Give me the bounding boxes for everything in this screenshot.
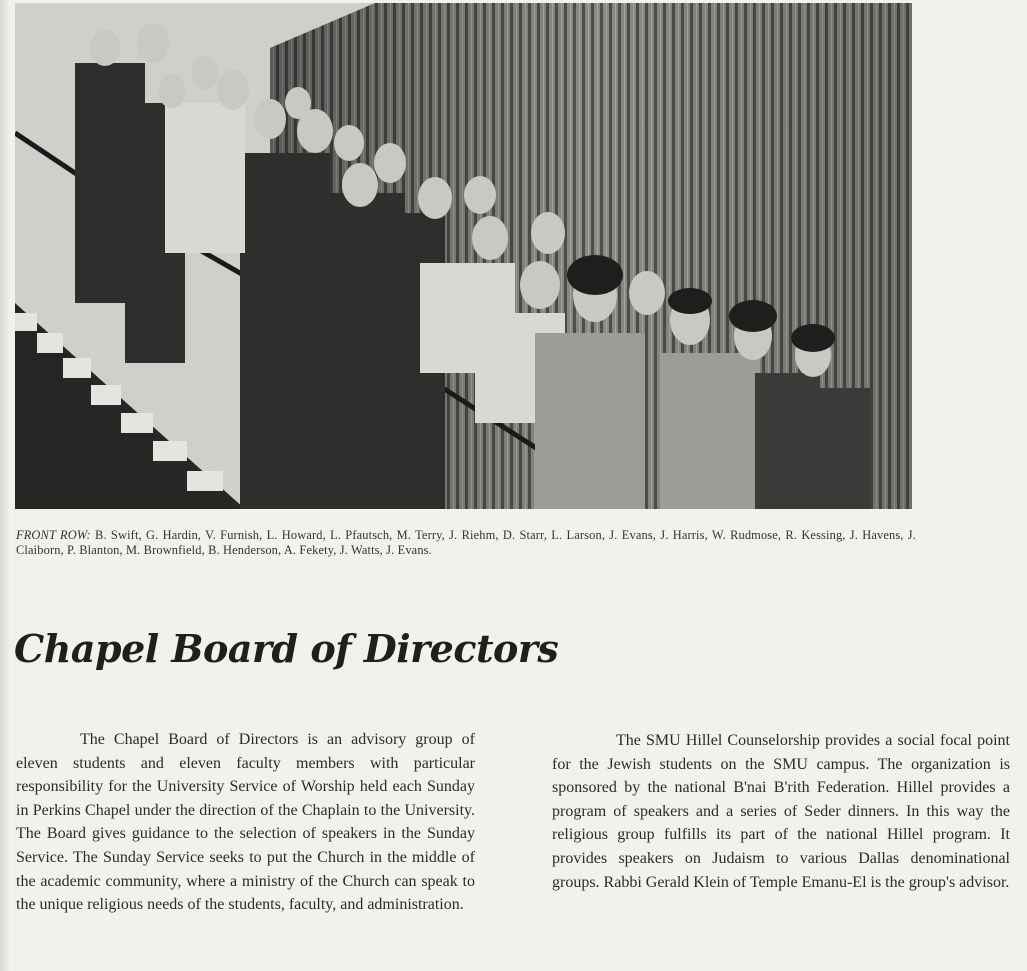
hillel-paragraph <box>552 729 1010 894</box>
hillel-text: The SMU Hillel Counselorship provides a social focal point for the Jewish students on the SMU campus. The organization is sponsored by the national B'nai B'rith Federation. Hillel provides a program of speakers and a series of Seder dinners. In this way the religious group fulfills its part of the national Hillel program. It provides speakers on Judaism to various Dallas denominational groups. Rabbi Gerald Klein of Temple Emanu-El is the group's advisor. <box>552 732 1010 891</box>
section-title: Chapel Board of Directors <box>14 626 559 671</box>
caption-names: B. Swift, G. Hardin, V. Furnish, L. Howard, L. Pfautsch, M. Terry, J. Riehm, D. Starr, L. Larson, J. Evans, J. Harris, W. Rudmose, R. Kessing, J. Havens, J. Claiborn, P. Blanton, M. Brownfield, B. Henderson, A. Fekety, J. Watts, J. Evans. <box>16 528 917 557</box>
chapel-board-paragraph <box>16 728 475 917</box>
page-edge <box>0 0 10 971</box>
chapel-board-text: The Chapel Board of Directors is an advisory group of eleven students and eleven faculty members with particular responsibility for the University Service of Worship held each Sunday in Perkins Chapel under the direction of the Chaplain to the University. The Board gives guidance to the selection of speakers in the Sunday Service. The Sunday Service seeks to put the Church in the middle of the academic community, where a ministry of the Church can speak to the unique religious needs of the students, faculty, and administration. <box>16 731 475 914</box>
photo-caption <box>16 528 916 558</box>
group-photo <box>15 3 912 509</box>
caption-lead: FRONT ROW: <box>16 528 91 542</box>
